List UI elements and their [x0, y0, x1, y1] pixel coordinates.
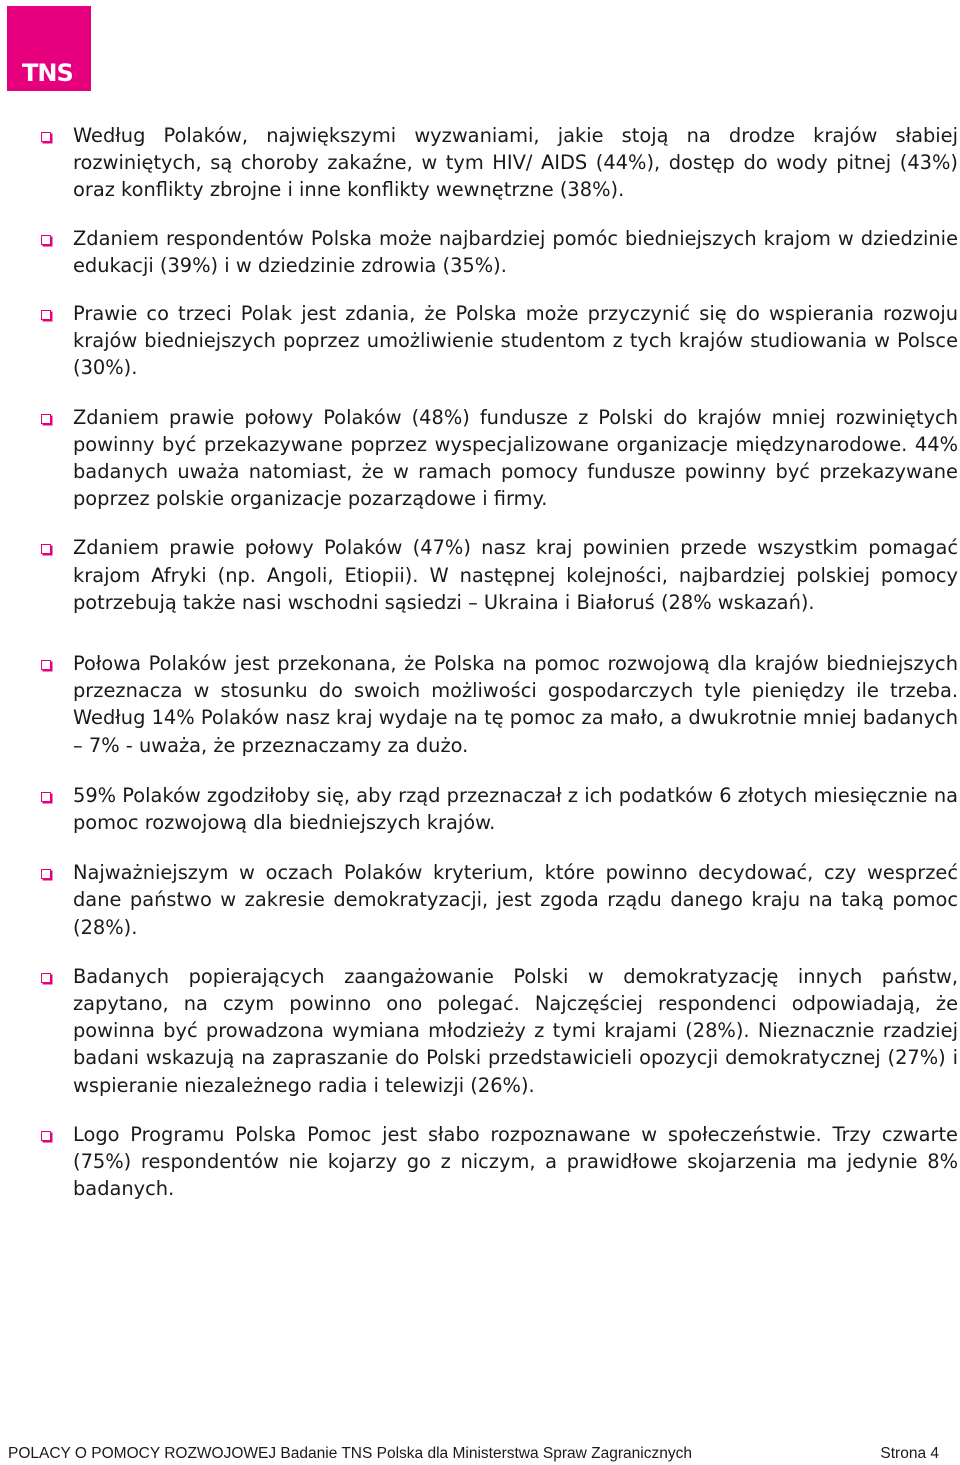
checkbox-bullet-icon — [41, 869, 51, 879]
list-item — [40, 782, 958, 836]
checkbox-bullet-icon — [41, 544, 51, 554]
list-item-text: Zdaniem respondentów Polska może najbardziej pomóc biedniejszych krajom w dziedzinie edukacji (39%) i w dziedzinie zdrowia (35%). — [73, 226, 958, 277]
list-item-text: Logo Programu Polska Pomoc jest słabo rozpoznawane w społeczeństwie. Trzy czwarte (75%) respondentów nie kojarzy go z niczym, a prawidłowe skojarzenia ma jedynie 8% badanych. — [73, 1122, 958, 1201]
checkbox-bullet-icon — [41, 132, 51, 142]
checkbox-bullet-icon — [41, 660, 51, 670]
list-item — [40, 122, 958, 204]
checkbox-bullet-icon — [41, 973, 51, 983]
list-item-text: Zdaniem prawie połowy Polaków (48%) fundusze z Polski do krajów mniej rozwiniętych powinny być przekazywane poprzez wyspecjalizowane organizacje międzynarodowe. 44% badanych uważa natomiast, że w ramach pomocy fundusze powinny być przekazywane poprzez polskie organizacje pozarządowe i firmy. — [73, 405, 958, 511]
list-item — [40, 1121, 958, 1203]
findings-list — [40, 122, 958, 1203]
footer-title: POLACY O POMOCY ROZWOJOWEJ Badanie TNS Polska dla Ministerstwa Spraw Zagranicznych — [8, 1445, 692, 1462]
checkbox-bullet-icon — [41, 1131, 51, 1141]
checkbox-bullet-icon — [41, 310, 51, 320]
list-item-text: Zdaniem prawie połowy Polaków (47%) nasz kraj powinien przede wszystkim pomagać krajom Afryki (np. Angoli, Etiopii). W następnej kolejności, najbardziej polskiej pomocy potrzebują także nasi wschodni sąsiedzi – Ukraina i Białoruś (28% wskazań). — [73, 536, 958, 614]
list-item-text: Najważniejszym w oczach Polaków kryterium, które powinno decydować, czy wesprzeć dane państwo w zakresie demokratyzacji, jest zgoda rządu danego kraju na taką pomoc (28%). — [73, 861, 958, 939]
list-item-text: 59% Polaków zgodziłoby się, aby rząd przeznaczał z ich podatków 6 złotych miesięcznie na pomoc rozwojową dla biedniejszych krajów. — [73, 783, 958, 835]
list-item — [40, 534, 958, 616]
checkbox-bullet-icon — [41, 792, 51, 802]
list-item — [40, 300, 958, 382]
list-item — [40, 650, 958, 759]
list-item-text: Połowa Polaków jest przekonana, że Polska na pomoc rozwojową dla krajów biedniejszych przeznacza w stosunku do swoich możliwości gospodarczych tyle pieniędzy ile trzeba. Według 14% Polaków nasz kraj wydaje na tę pomoc za mało, a dwukrotnie mniej badanych – 7% - uważa, że przeznaczamy za dużo. — [73, 652, 958, 757]
checkbox-bullet-icon — [41, 235, 51, 245]
list-item — [40, 404, 958, 513]
list-item-text: Badanych popierających zaangażowanie Polski w demokratyzację innych państw, zapytano, na czym powinno ono polegać. Najczęściej respondenci odpowiadają, że powinna być prowadzona wymiana młodzieży z tymi krajami (28%). Nieznacznie rzadziej badani wskazują na zapraszanie do Polski przedstawicieli opozycji demokratycznej (27%) i wspieranie niezależnego radia i telewizji (26%). — [73, 964, 958, 1097]
list-item — [40, 859, 958, 941]
list-item — [40, 963, 958, 1099]
tns-logo — [7, 6, 91, 91]
page-footer — [0, 1441, 960, 1465]
list-item-text: Prawie co trzeci Polak jest zdania, że Polska może przyczynić się do wspierania rozwoju krajów biedniejszych poprzez umożliwienie studentom z tych krajów studiowania w Polsce (30%). — [73, 302, 958, 380]
page-number: Strona 4 — [880, 1445, 939, 1462]
checkbox-bullet-icon — [41, 414, 51, 424]
list-item — [40, 225, 958, 279]
list-item-text: Według Polaków, największymi wyzwaniami, jakie stoją na drodze krajów słabiej rozwiniętych, są choroby zakaźne, w tym HIV/ AIDS (44%), dostęp do wody pitnej (43%) oraz konflikty zbrojne i inne konflikty wewnętrzne (38%). — [73, 124, 958, 202]
logo-text: TNS — [22, 59, 73, 87]
